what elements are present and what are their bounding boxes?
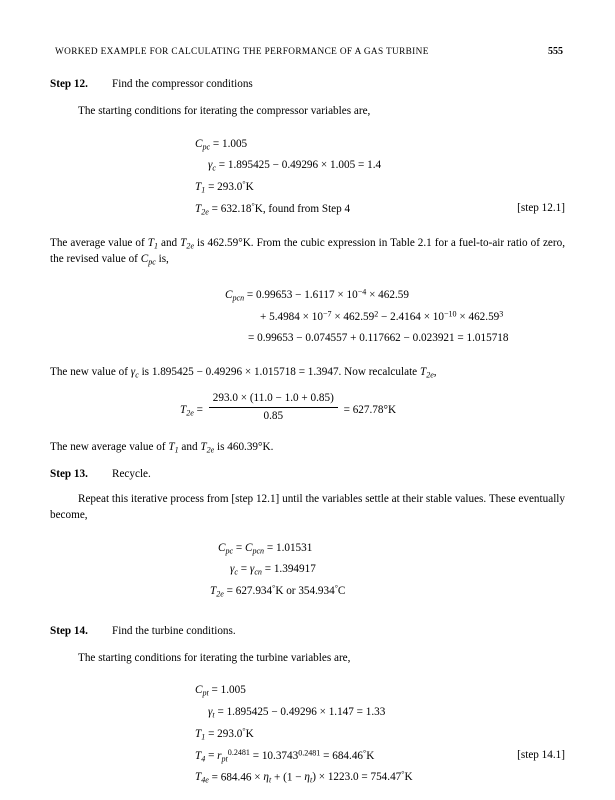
fraction-numerator: 293.0 × (11.0 − 1.0 + 0.85) xyxy=(209,391,338,408)
paragraph-turbine-start: The starting conditions for iterating the turbine variables are, xyxy=(78,651,351,664)
page-number: 555 xyxy=(548,46,563,57)
fraction-denominator: 0.85 xyxy=(263,410,284,423)
step-13-label: Step 13. xyxy=(50,468,88,481)
equation-t1-init: $T_1 = 293.0^\circ K$ xyxy=(195,179,254,195)
equation-t2e-init: $T_{2e} = 632.18^\circ K$, found from Step 4 [step 12.1] xyxy=(50,198,565,220)
equation-cpcn-line2: + $5.4984 \times 10^{-7} \times 462.59^2 - 2.4164 \times 10^{-10} \times 462.59^3$ xyxy=(260,309,504,323)
step-13-title: Recycle. xyxy=(112,468,151,481)
equation-group-stable-values xyxy=(50,538,565,602)
page-content xyxy=(50,78,565,789)
p2-part-d: is, xyxy=(155,253,169,266)
equation-cpcn-line1: $C_{pcn} = 0.99653 - 1.6117 \times 10^{-4} \times 462.59$ xyxy=(225,287,409,302)
p4-part-a: The new average value of xyxy=(50,441,169,454)
equation-t2e-fraction: $T_{2e}$ = $\frac{293.0 \times (11.0 - 1.0 + 0.85)}{0.85}$ = 627.78°K xyxy=(50,391,565,424)
equation-gamma-t-init: $\gamma_t = 1.895425 - 0.49296 \times 1.147 = 1.33$ xyxy=(208,705,386,719)
p2-part-b: and xyxy=(158,237,181,250)
equation-group-compressor-init xyxy=(50,134,565,220)
step-12-heading xyxy=(50,78,565,90)
fraction-t2e xyxy=(209,391,338,424)
equation-t4e: $T_{4e} = 684.46 \times \eta_t + (1 - \eta_t) \times 1223.0 = 754.47^\circ K$ xyxy=(195,769,413,785)
equation-cpcn-line3: = 0.99653 − 0.074557 + 0.117662 − 0.023921 = 1.015718 xyxy=(248,331,509,344)
running-title: WORKED EXAMPLE FOR CALCULATING THE PERFORMANCE OF A GAS TURBINE xyxy=(55,47,429,57)
equation-cpc-stable: $C_{pc} = C_{pcn} = 1.01531$ xyxy=(218,542,313,556)
equation-cpc-init: $C_{pc} = 1.005$ xyxy=(195,137,248,152)
equation-gamma-c-init: $\gamma_c = 1.895425 - 0.49296 \times 1.005 = 1.4$ xyxy=(208,159,382,173)
equation-t2e-result: = 627.78°K xyxy=(343,404,397,417)
equation-t4: $T_4 = r_{pt}^{0.2481} = 10.3743^{0.2481} = 684.46^\circ K$ [step 14.1] xyxy=(50,745,565,767)
p3-part-b: is 1.895425 − 0.49296 × 1.015718 = 1.3947. Now recalculate xyxy=(138,366,420,379)
equation-tag-step-14-1: [step 14.1] xyxy=(517,748,565,761)
p3-part-c: , xyxy=(433,366,437,379)
equation-t1-turbine: $T_1 = 293.0^\circ K$ xyxy=(195,725,254,741)
step-14-heading xyxy=(50,625,565,637)
p2-part-a: The average value of xyxy=(50,237,148,250)
p2-part-c: is 462.59°K. From the cubic expression in Table 2.1 for a fuel-to-air ratio of zero, the revised value of xyxy=(50,237,566,266)
p4-part-c: is 460.39°K. xyxy=(214,441,274,454)
step-14-label: Step 14. xyxy=(50,624,88,637)
step-12-label: Step 12. xyxy=(50,78,88,90)
equation-cpt-init: $C_{pt} = 1.005$ xyxy=(195,684,246,698)
step-14-title: Find the turbine conditions. xyxy=(112,624,236,637)
p4-part-b: and xyxy=(178,441,201,454)
paragraph-recycle: Repeat this iterative process from [step 12.1] until the variables settle at their stable values. These eventually become, xyxy=(50,493,565,522)
p3-part-a: The new value of xyxy=(50,366,131,379)
paragraph-new-gamma: The new value of $\gamma_c$ is 1.895425 − 0.49296 × 1.015718 = 1.3947. Now recalculate $T_{2e}$, xyxy=(50,366,437,380)
equation-group-turbine-init xyxy=(50,680,565,788)
equation-group-t2e-recalc xyxy=(50,391,565,424)
paragraph-compressor-start: The starting conditions for iterating the compressor variables are, xyxy=(78,105,371,117)
step-13-heading xyxy=(50,468,565,480)
equation-t2e-stable: $T_{2e} = 627.934^\circ K$ or 354.934°C xyxy=(210,583,346,599)
equation-gamma-stable: $\gamma_c = \gamma_{cn} = 1.394917$ xyxy=(230,563,316,577)
page-header xyxy=(55,46,563,57)
paragraph-new-average: The new average value of $T_1$ and $T_{2e}$ is 460.39°K. xyxy=(50,441,274,455)
paragraph-average-temperature: The average value of $T_1$ and $T_{2e}$ is 462.59°K. From the cubic expression in Table 2.1 for a fuel-to-air ratio of zero, the revised value of $C_{pc}$ is, xyxy=(50,237,566,267)
equation-tag-step-12-1: [step 12.1] xyxy=(517,202,565,215)
equation-group-cpcn xyxy=(50,284,565,349)
step-12-title: Find the compressor conditions xyxy=(112,78,253,90)
